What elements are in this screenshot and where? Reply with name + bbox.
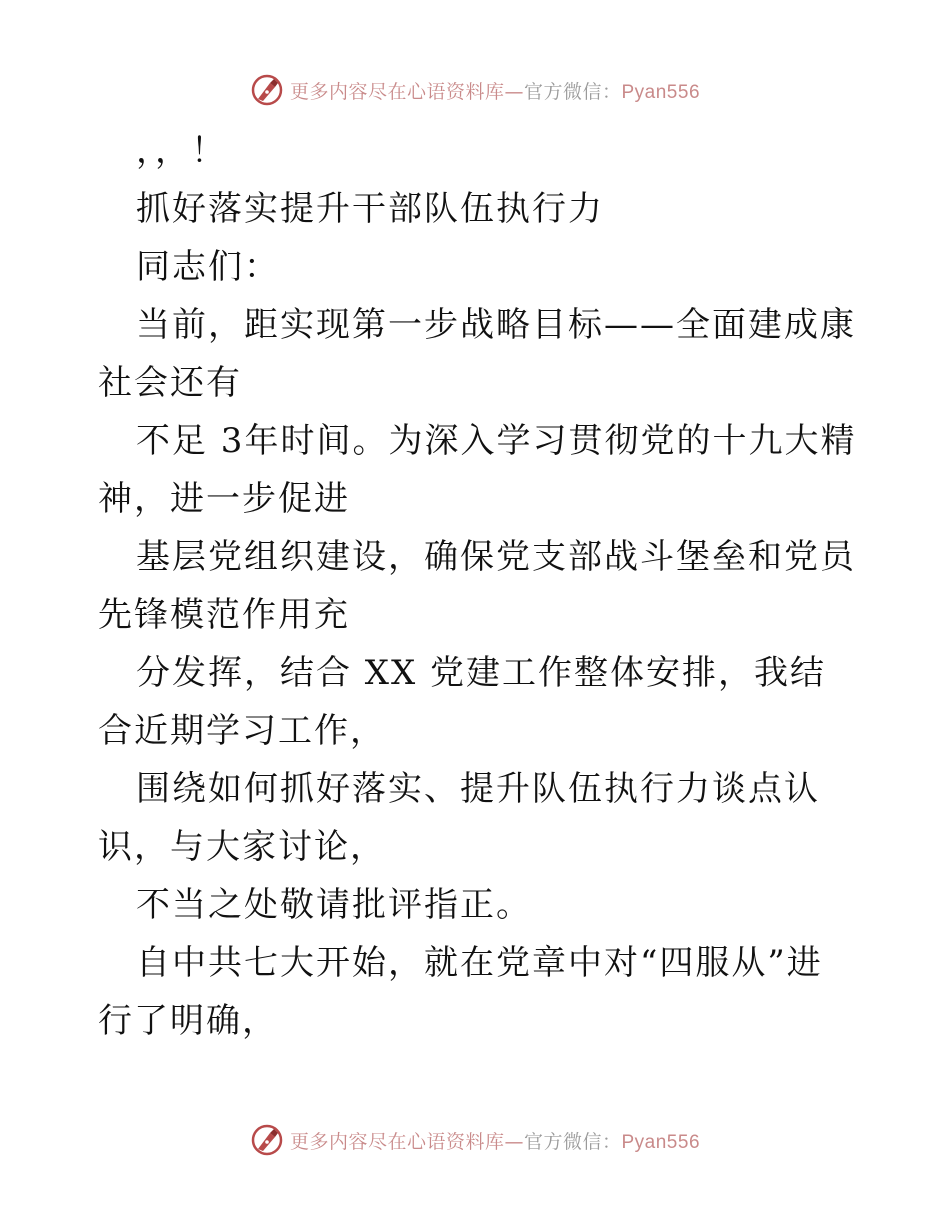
pen-nib-logo-icon — [250, 1123, 284, 1157]
salutation: 同志们： — [136, 247, 280, 287]
watermark-wechat-id: Pyan556 — [621, 1131, 701, 1153]
watermark-prefix: 更多内容尽在心语资料库 — [289, 1130, 505, 1153]
watermark-wechat-label: 官方微信： — [523, 80, 622, 103]
document-body — [98, 122, 858, 1050]
paragraph: ，，！ — [136, 131, 227, 171]
paragraph: 分发挥，结合 XX 党建工作整体安排，我结合近期学习工作， — [98, 653, 827, 751]
watermark-text — [290, 1127, 700, 1154]
footer-watermark — [0, 1120, 950, 1160]
document-title: 抓好落实提升干部队伍执行力 — [136, 189, 604, 229]
paragraph: 基层党组织建设，确保党支部战斗堡垒和党员先锋模范作用充 — [98, 537, 856, 635]
pen-nib-logo-icon — [250, 73, 284, 107]
watermark-prefix: 更多内容尽在心语资料库 — [289, 80, 505, 103]
watermark-wechat-id: Pyan556 — [621, 81, 701, 103]
watermark-wechat-label: 官方微信： — [523, 1130, 622, 1153]
watermark-text — [290, 77, 700, 104]
paragraph: 不当之处敬请批评指正。 — [136, 885, 532, 925]
paragraph: 当前，距实现第一步战略目标——全面建成康社会还有 — [98, 305, 856, 403]
watermark-separator: — — [504, 1130, 524, 1153]
watermark-separator: — — [504, 80, 524, 103]
paragraph: 自中共七大开始，就在党章中对“四服从”进行了明确， — [98, 943, 823, 1041]
paragraph: 不足 3年时间。为深入学习贯彻党的十九大精神，进一步促进 — [98, 421, 857, 519]
header-watermark — [0, 70, 950, 110]
paragraph: 围绕如何抓好落实、提升队伍执行力谈点认识，与大家讨论， — [98, 769, 820, 867]
